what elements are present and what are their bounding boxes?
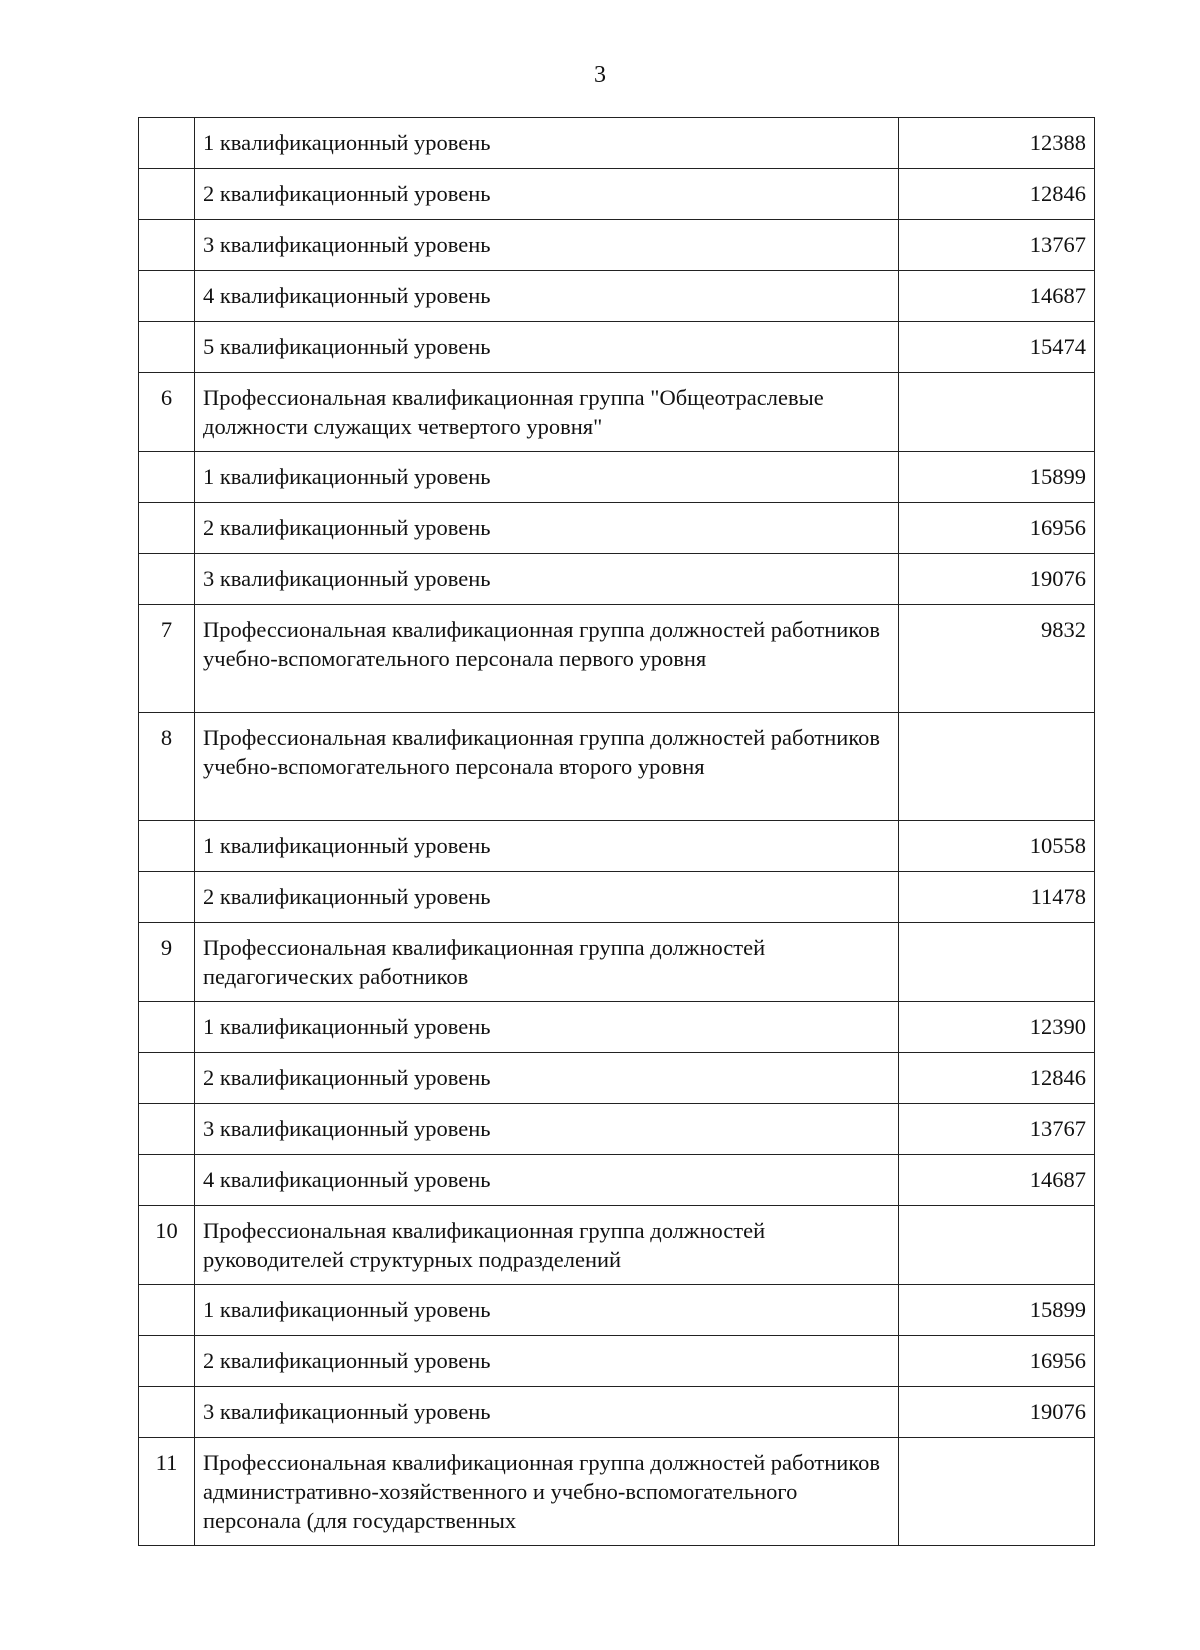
row-name-cell: 1 квалификационный уровень (195, 452, 899, 503)
page-number: 3 (594, 62, 606, 88)
row-number-cell: 8 (139, 713, 195, 821)
row-name-cell: 2 квалификационный уровень (195, 872, 899, 923)
row-name-cell: 2 квалификационный уровень (195, 169, 899, 220)
row-value-cell: 15899 (899, 452, 1095, 503)
row-value-cell: 14687 (899, 1155, 1095, 1206)
row-name-cell: 3 квалификационный уровень (195, 220, 899, 271)
table-row (139, 271, 1095, 322)
row-value-cell (899, 1438, 1095, 1546)
row-name-cell: 3 квалификационный уровень (195, 1387, 899, 1438)
row-name-cell: 2 квалификационный уровень (195, 1336, 899, 1387)
row-name-cell: 3 квалификационный уровень (195, 1104, 899, 1155)
row-name-cell: 1 квалификационный уровень (195, 1002, 899, 1053)
row-name-cell: Профессиональная квалификационная группа должностей педагогических работников (195, 923, 899, 1002)
row-number-cell (139, 169, 195, 220)
row-value-cell: 15899 (899, 1285, 1095, 1336)
row-name-cell: Профессиональная квалификационная группа "Общеотраслевые должности служащих четвертого уровня" (195, 373, 899, 452)
table-row (139, 1285, 1095, 1336)
table-row (139, 1336, 1095, 1387)
row-name-cell: 5 квалификационный уровень (195, 322, 899, 373)
row-value-cell (899, 713, 1095, 821)
row-value-cell (899, 923, 1095, 1002)
row-number-cell (139, 503, 195, 554)
row-number-cell: 9 (139, 923, 195, 1002)
row-number-cell: 7 (139, 605, 195, 713)
row-value-cell: 19076 (899, 554, 1095, 605)
table-row (139, 1104, 1095, 1155)
row-value-cell: 16956 (899, 503, 1095, 554)
row-number-cell (139, 220, 195, 271)
table-row (139, 322, 1095, 373)
row-number-cell (139, 118, 195, 169)
table-row (139, 821, 1095, 872)
row-number-cell (139, 1387, 195, 1438)
row-name-cell: 1 квалификационный уровень (195, 1285, 899, 1336)
row-value-cell: 15474 (899, 322, 1095, 373)
salary-table-body (139, 118, 1095, 1546)
table-row (139, 872, 1095, 923)
table-row (139, 923, 1095, 1002)
table-row (139, 1155, 1095, 1206)
row-number-cell (139, 322, 195, 373)
row-number-cell (139, 1053, 195, 1104)
row-name-cell: Профессиональная квалификационная группа должностей работников административно-хозяйственного и учебно-вспомогательного персонала (для государственных (195, 1438, 899, 1546)
table-row (139, 220, 1095, 271)
row-value-cell: 11478 (899, 872, 1095, 923)
row-value-cell: 12846 (899, 1053, 1095, 1104)
row-value-cell: 19076 (899, 1387, 1095, 1438)
row-number-cell (139, 452, 195, 503)
row-number-cell (139, 271, 195, 322)
row-number-cell (139, 1002, 195, 1053)
table-row (139, 713, 1095, 821)
row-number-cell (139, 1285, 195, 1336)
row-value-cell (899, 373, 1095, 452)
row-name-cell: 1 квалификационный уровень (195, 821, 899, 872)
row-number-cell: 11 (139, 1438, 195, 1546)
table-row (139, 554, 1095, 605)
row-number-cell (139, 821, 195, 872)
row-name-cell: 1 квалификационный уровень (195, 118, 899, 169)
table-row (139, 169, 1095, 220)
table-row (139, 1387, 1095, 1438)
row-name-cell: Профессиональная квалификационная группа должностей работников учебно-вспомогательного персонала второго уровня (195, 713, 899, 821)
table-row (139, 118, 1095, 169)
table-row (139, 373, 1095, 452)
salary-table (138, 117, 1095, 1546)
row-number-cell: 6 (139, 373, 195, 452)
row-value-cell (899, 1206, 1095, 1285)
row-number-cell (139, 1104, 195, 1155)
row-value-cell: 12390 (899, 1002, 1095, 1053)
row-value-cell: 16956 (899, 1336, 1095, 1387)
table-row (139, 503, 1095, 554)
row-value-cell: 10558 (899, 821, 1095, 872)
row-value-cell: 13767 (899, 1104, 1095, 1155)
row-number-cell: 10 (139, 1206, 195, 1285)
row-value-cell: 14687 (899, 271, 1095, 322)
row-name-cell: 3 квалификационный уровень (195, 554, 899, 605)
row-name-cell: 4 квалификационный уровень (195, 1155, 899, 1206)
row-number-cell (139, 554, 195, 605)
row-name-cell: 4 квалификационный уровень (195, 271, 899, 322)
row-number-cell (139, 872, 195, 923)
row-name-cell: 2 квалификационный уровень (195, 503, 899, 554)
table-row (139, 452, 1095, 503)
table-row (139, 605, 1095, 713)
row-name-cell: Профессиональная квалификационная группа должностей руководителей структурных подразделений (195, 1206, 899, 1285)
table-row (139, 1206, 1095, 1285)
row-number-cell (139, 1336, 195, 1387)
row-value-cell: 13767 (899, 220, 1095, 271)
row-name-cell: 2 квалификационный уровень (195, 1053, 899, 1104)
row-name-cell: Профессиональная квалификационная группа должностей работников учебно-вспомогательного персонала первого уровня (195, 605, 899, 713)
table-row (139, 1053, 1095, 1104)
row-value-cell: 12846 (899, 169, 1095, 220)
table-row (139, 1438, 1095, 1546)
table-row (139, 1002, 1095, 1053)
row-value-cell: 9832 (899, 605, 1095, 713)
row-number-cell (139, 1155, 195, 1206)
row-value-cell: 12388 (899, 118, 1095, 169)
